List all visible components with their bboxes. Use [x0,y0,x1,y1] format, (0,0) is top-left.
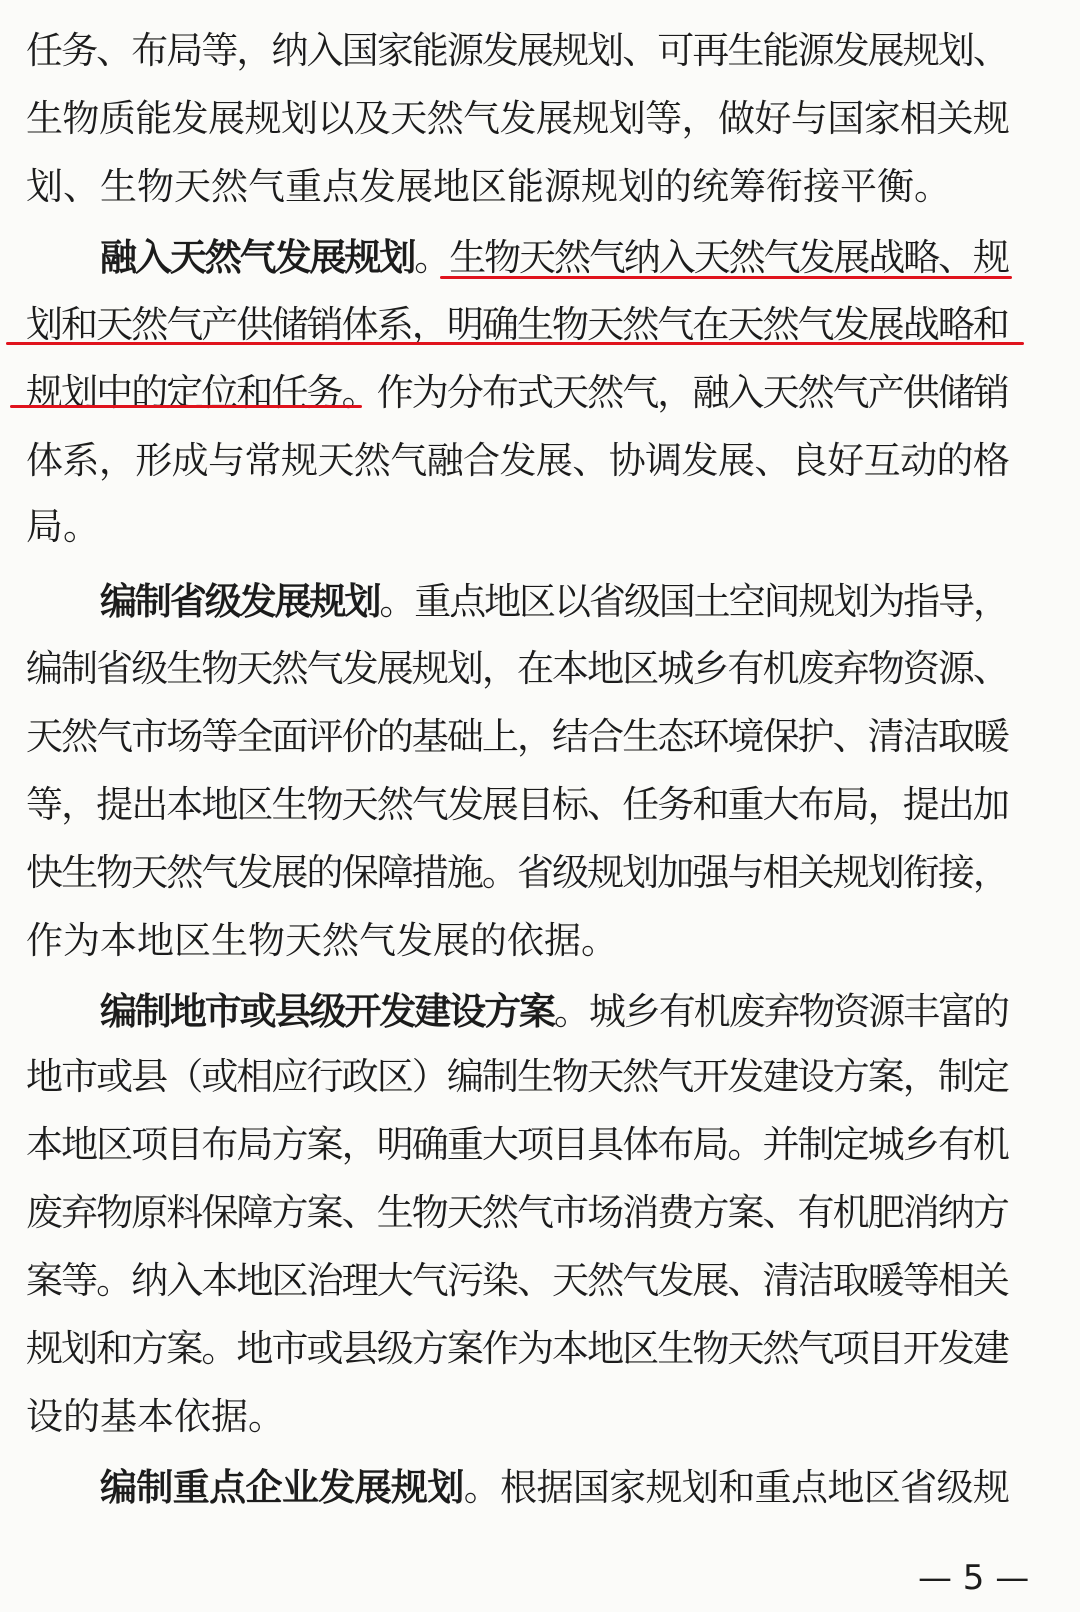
page-number: — 5 — [918,1558,1030,1598]
text-line: 本地区项目布局方案，明确重大项目具体布局。并制定城乡有机 [26,1123,1008,1166]
text-run: 。重点地区以省级国土空间规划为指导， [379,580,1008,623]
text-line: 作为本地区生物天然气发展的依据。 [26,919,618,962]
text-run: 。作为分布式天然气，融入天然气产供储销 [341,371,1008,414]
text-line: 任务、布局等，纳入国家能源发展规划、可再生能源发展规划、 [26,29,1008,72]
text-line: 划、生物天然气重点发展地区能源规划的统筹衔接平衡。 [26,165,951,208]
text-line [26,358,1080,428]
underlined-text: 生物天然气纳入天然气发展战略、规 [449,236,1008,279]
underlined-text: 划和天然气产供储销体系，明确生物天然气在天然气发展战略和 [26,303,1008,346]
paragraph-heading: 编制重点企业发展规划 [100,1465,464,1509]
paragraph-heading: 编制地市或县级开发建设方案 [100,989,554,1033]
text-line: 规划和方案。地市或县级方案作为本地区生物天然气项目开发建 [26,1327,1008,1370]
text-line [100,222,1080,292]
paragraph-heading: 融入天然气发展规划 [100,235,415,279]
text-line: 天然气市场等全面评价的基础上，结合生态环境保护、清洁取暖 [26,715,1008,758]
text-line: 编制省级生物天然气发展规划，在本地区城乡有机废弃物资源、 [26,647,1008,690]
text-run: 。根据国家规划和重点地区省级规 [463,1466,1010,1509]
text-line [100,566,1080,636]
text-line [100,976,1080,1046]
paragraph-heading: 编制省级发展规划 [100,579,380,623]
text-line: 案等。纳入本地区治理大气污染、天然气发展、清洁取暖等相关 [26,1259,1008,1302]
text-line [26,290,1080,360]
text-line: 废弃物原料保障方案、生物天然气市场消费方案、有机肥消纳方 [26,1191,1008,1234]
text-line: 生物质能发展规划以及天然气发展规划等，做好与国家相关规 [26,97,1010,140]
text-line: 设的基本依据。 [26,1395,285,1438]
text-line: 等，提出本地区生物天然气发展目标、任务和重大布局，提出加 [26,783,1008,826]
heading-punctuation: 。 [414,236,450,279]
underlined-text: 规划中的定位和任务 [26,371,342,414]
text-line [100,1452,1080,1522]
text-run: 。城乡有机废弃物资源丰富的 [553,990,1008,1033]
text-line: 局。 [26,505,100,548]
text-line: 体系，形成与常规天然气融合发展、协调发展、良好互动的格 [26,439,1010,482]
text-line: 快生物天然气发展的保障措施。省级规划加强与相关规划衔接， [26,851,1008,894]
text-line: 地市或县（或相应行政区）编制生物天然气开发建设方案，制定 [26,1055,1008,1098]
